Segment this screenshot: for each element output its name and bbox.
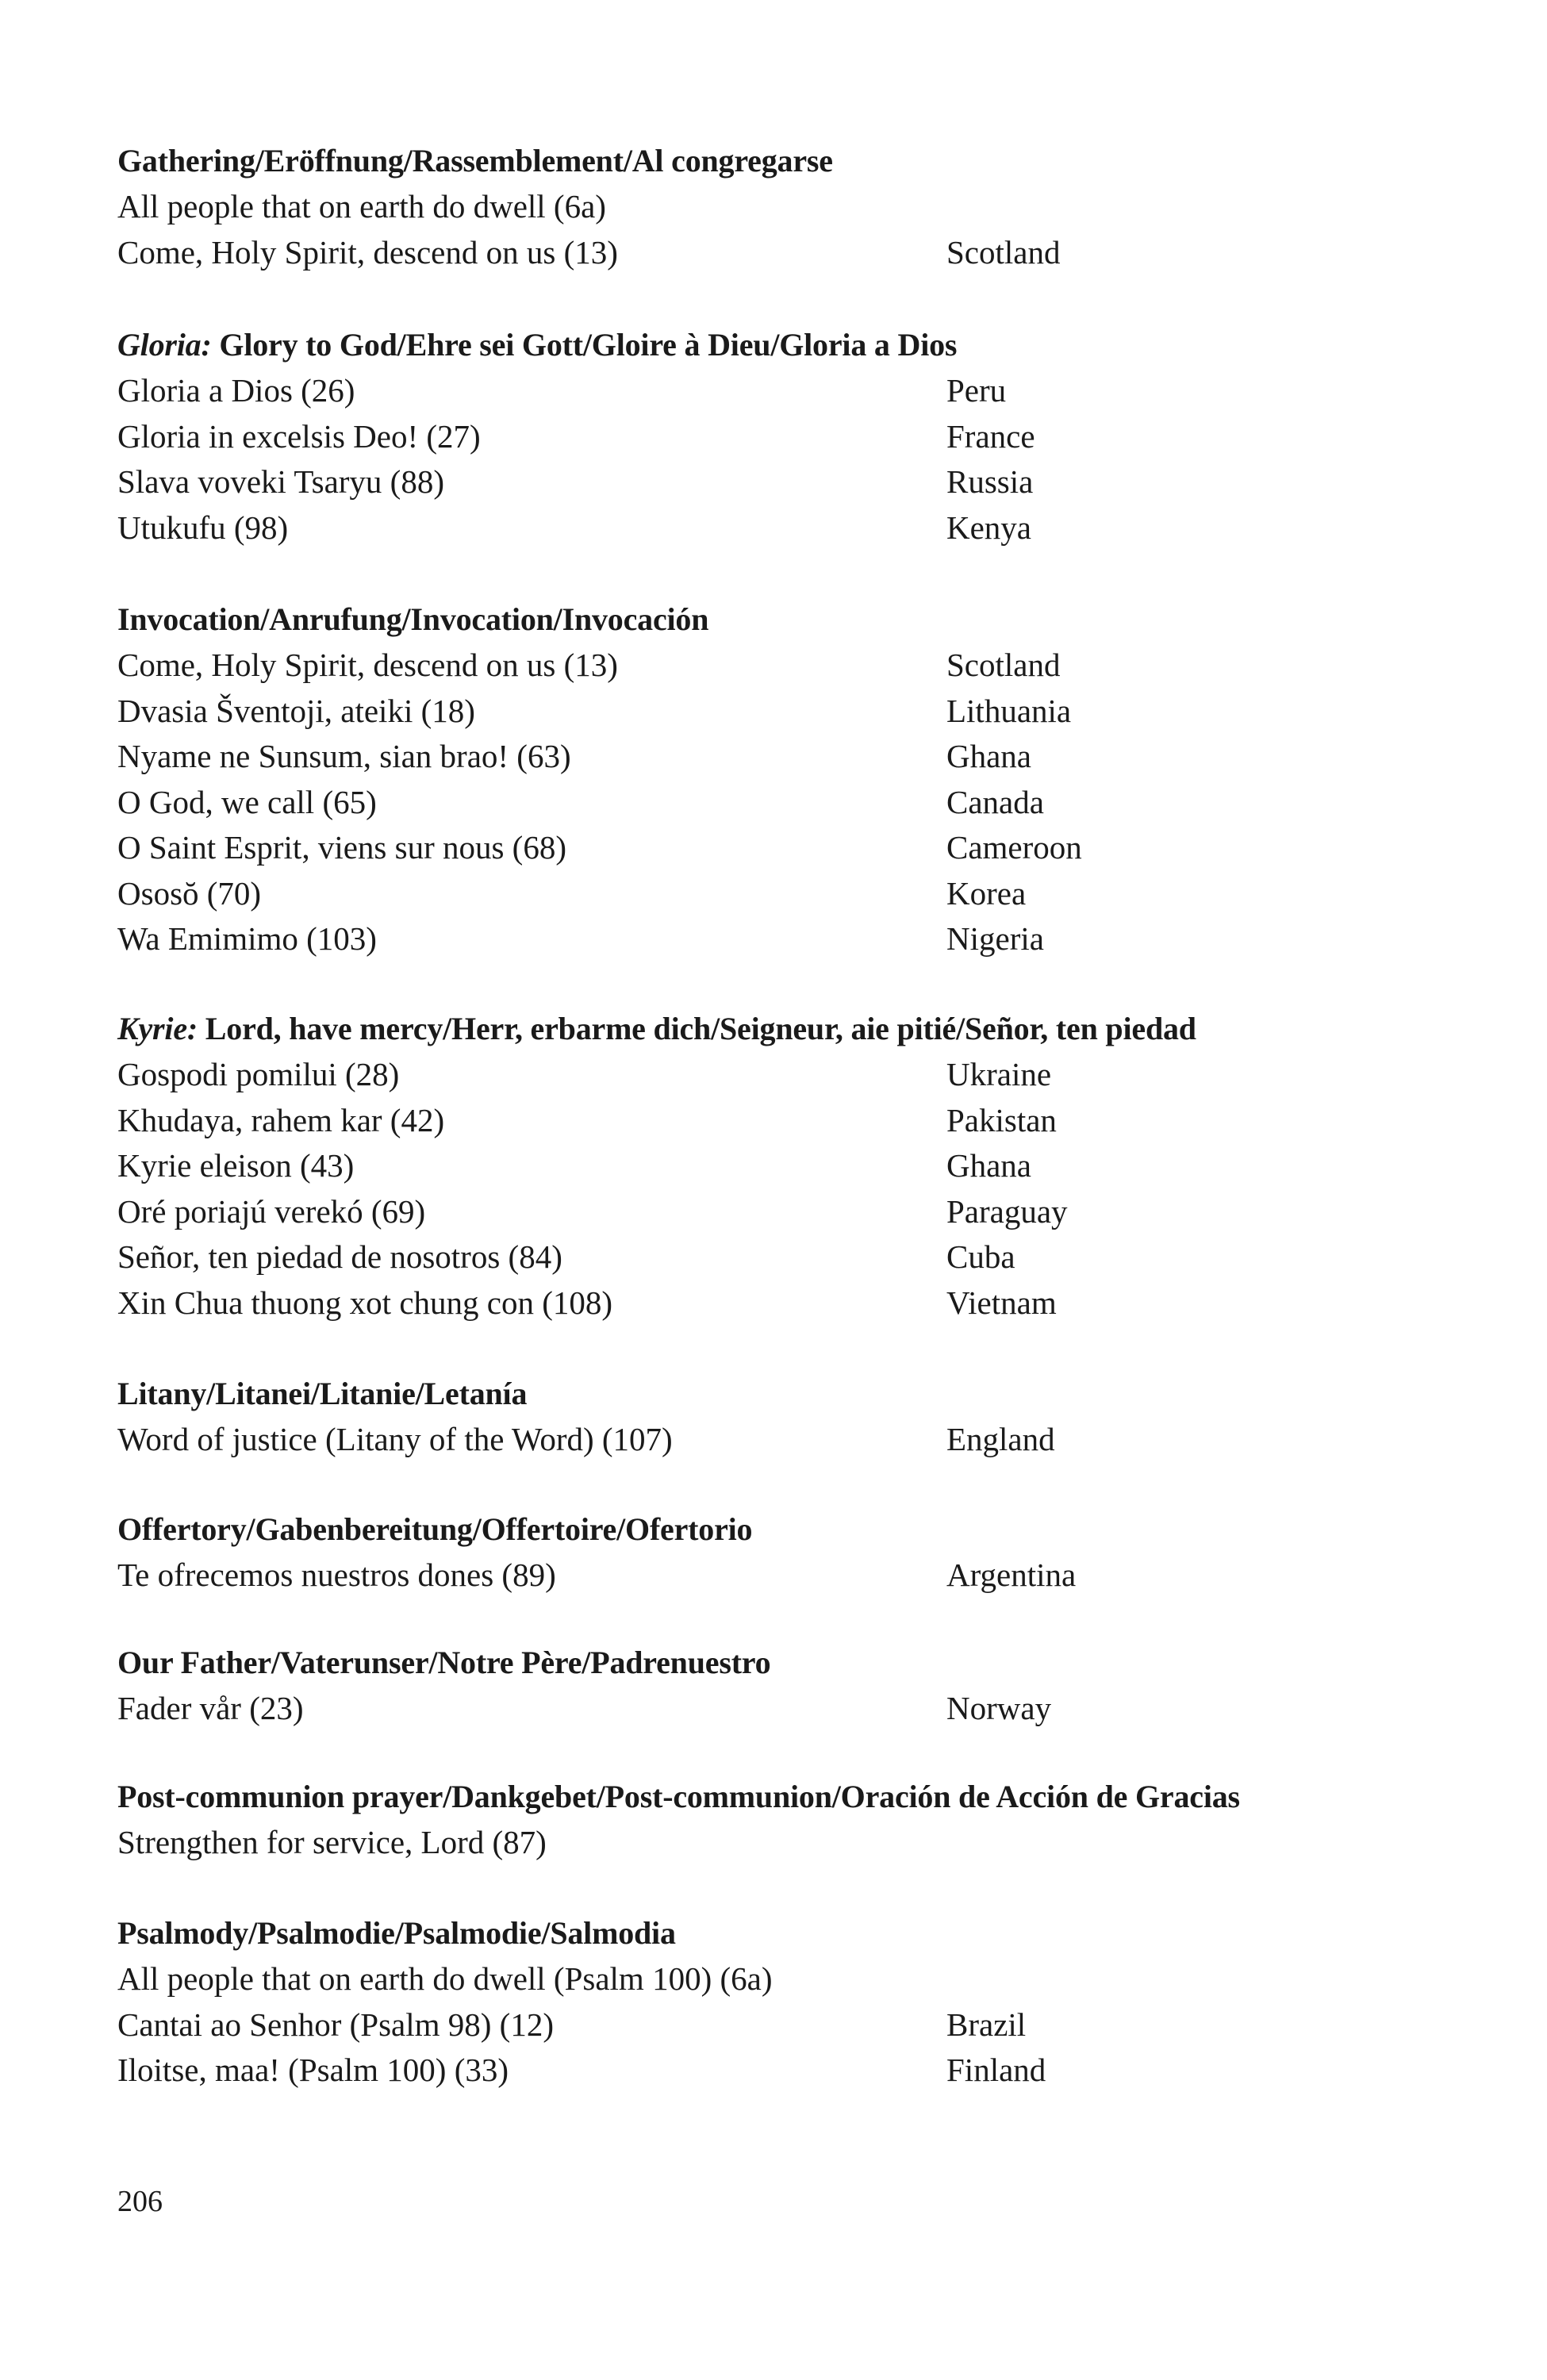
entry-row [117,1417,1466,1463]
hymn-title: Strengthen for service, Lord (87) [117,1824,547,1860]
hymn-country: Cameroon [946,829,1082,866]
heading-text: Offertory/Gabenbereitung/Offertoire/Ofertorio [117,1511,753,1547]
entry-row [117,825,1466,871]
hymn-country: Argentina [946,1557,1077,1593]
heading-text: Litany/Litanei/Litanie/Letanía [117,1376,528,1411]
entry-row [117,1189,1466,1235]
section-gloria [117,322,1466,551]
hymn-country: Pakistan [946,1101,1057,1138]
section-heading [117,1640,1466,1686]
entry-row [117,1686,1466,1732]
hymn-country: Ukraine [946,1056,1052,1092]
section-heading [117,138,1466,184]
entry-row [117,871,1466,917]
hymn-country: Kenya [946,509,1032,546]
section-heading [117,1507,1466,1553]
entry-row [117,2002,1466,2048]
section-heading [117,1910,1466,1956]
hymn-title: All people that on earth do dwell (6a) [117,188,606,225]
page-number: 206 [117,2185,163,2218]
hymn-title: Señor, ten piedad de nosotros (84) [117,1238,562,1275]
hymn-title: Wa Emimimo (103) [117,920,377,957]
hymn-country: Vietnam [946,1284,1057,1321]
hymn-title: Khudaya, rahem kar (42) [117,1101,445,1138]
hymn-country: England [946,1421,1055,1457]
entry-row [117,643,1466,689]
heading-text: Our Father/Vaterunser/Notre Père/Padrenuestro [117,1645,771,1680]
entry-row [117,734,1466,780]
hymn-title: O God, we call (65) [117,783,377,820]
hymn-title: Dvasia Šventoji, ateiki (18) [117,692,475,729]
section-heading [117,1774,1466,1820]
entry-row [117,1820,1466,1866]
hymn-title: O Saint Esprit, viens sur nous (68) [117,829,566,866]
hymn-title: Ososŏ (70) [117,874,262,912]
hymn-country: Korea [946,874,1027,912]
hymn-title: Come, Holy Spirit, descend on us (13) [117,647,618,683]
hymn-title: Nyame ne Sunsum, sian brao! (63) [117,738,571,774]
section-heading [117,322,1466,368]
hymn-title: Te ofrecemos nuestros dones (89) [117,1557,556,1593]
hymn-country: Lithuania [946,692,1072,729]
heading-text: Psalmody/Psalmodie/Psalmodie/Salmodia [117,1915,676,1951]
hymn-country: Ghana [946,738,1032,774]
hymn-country: Scotland [946,233,1061,271]
hymn-title: Gloria in excelsis Deo! (27) [117,417,481,455]
hymn-title: Iloitse, maa! (Psalm 100) (33) [117,2052,509,2088]
heading-text: Lord, have mercy/Herr, erbarme dich/Seigneur, aie pitié/Señor, ten piedad [198,1011,1196,1046]
hymn-country: Ghana [946,1147,1032,1184]
entry-row [117,2048,1466,2094]
section-post-communion [117,1774,1466,1866]
hymn-title: Gloria a Dios (26) [117,372,355,409]
entry-row [117,1143,1466,1189]
entry-row [117,1280,1466,1326]
hymn-country: Scotland [946,647,1061,683]
section-offertory [117,1507,1466,1599]
hymn-country: Nigeria [946,920,1044,957]
entry-row [117,505,1466,551]
hymn-country: Brazil [946,2006,1027,2043]
hymn-country: Russia [946,463,1034,500]
entry-row [117,414,1466,460]
heading-text: Post-communion prayer/Dankgebet/Post-communion/Oración de Acción de Gracias [117,1779,1240,1814]
entry-row [117,184,1466,230]
hymn-country: Paraguay [946,1192,1068,1230]
section-gathering [117,138,1466,275]
hymn-title: Xin Chua thuong xot chung con (108) [117,1284,613,1321]
hymn-title: Oré poriajú verekó (69) [117,1192,426,1230]
entry-row [117,459,1466,505]
heading-text: Glory to God/Ehre sei Gott/Gloire à Dieu/Gloria a Dios [211,327,958,363]
heading-text: Invocation/Anrufung/Invocation/Invocación [117,601,709,637]
entry-row [117,1553,1466,1599]
heading-italic-term: Gloria: [117,327,212,363]
hymn-title: All people that on earth do dwell (Psalm 100) (6a) [117,1960,773,1997]
hymn-country: Canada [946,783,1044,820]
section-invocation [117,597,1466,962]
hymn-title: Gospodi pomilui (28) [117,1056,400,1092]
hymn-title: Kyrie eleison (43) [117,1147,355,1184]
section-kyrie [117,1006,1466,1326]
hymn-title: Word of justice (Litany of the Word) (107) [117,1421,673,1457]
entry-row [117,1052,1466,1098]
hymn-title: Come, Holy Spirit, descend on us (13) [117,233,618,271]
entry-row [117,368,1466,414]
hymn-country: France [946,417,1035,455]
section-heading [117,1371,1466,1417]
section-psalmody [117,1910,1466,2094]
hymn-country: Norway [946,1690,1052,1726]
section-our-father [117,1640,1466,1732]
hymn-title: Slava voveki Tsaryu (88) [117,463,444,500]
entry-row [117,780,1466,826]
section-heading [117,597,1466,643]
hymn-title: Fader vår (23) [117,1690,304,1726]
hymn-country: Finland [946,2052,1046,2088]
entry-row [117,689,1466,735]
hymn-title: Utukufu (98) [117,509,289,546]
entry-row [117,1098,1466,1144]
entry-row [117,230,1466,276]
section-heading [117,1006,1466,1052]
hymn-title: Cantai ao Senhor (Psalm 98) (12) [117,2006,554,2043]
section-litany [117,1371,1466,1463]
hymn-country: Peru [946,372,1007,409]
heading-text: Gathering/Eröffnung/Rassemblement/Al congregarse [117,143,833,178]
hymn-country: Cuba [946,1238,1015,1275]
entry-row [117,1234,1466,1280]
entry-row [117,916,1466,962]
entry-row [117,1956,1466,2002]
heading-italic-term: Kyrie: [117,1011,198,1046]
